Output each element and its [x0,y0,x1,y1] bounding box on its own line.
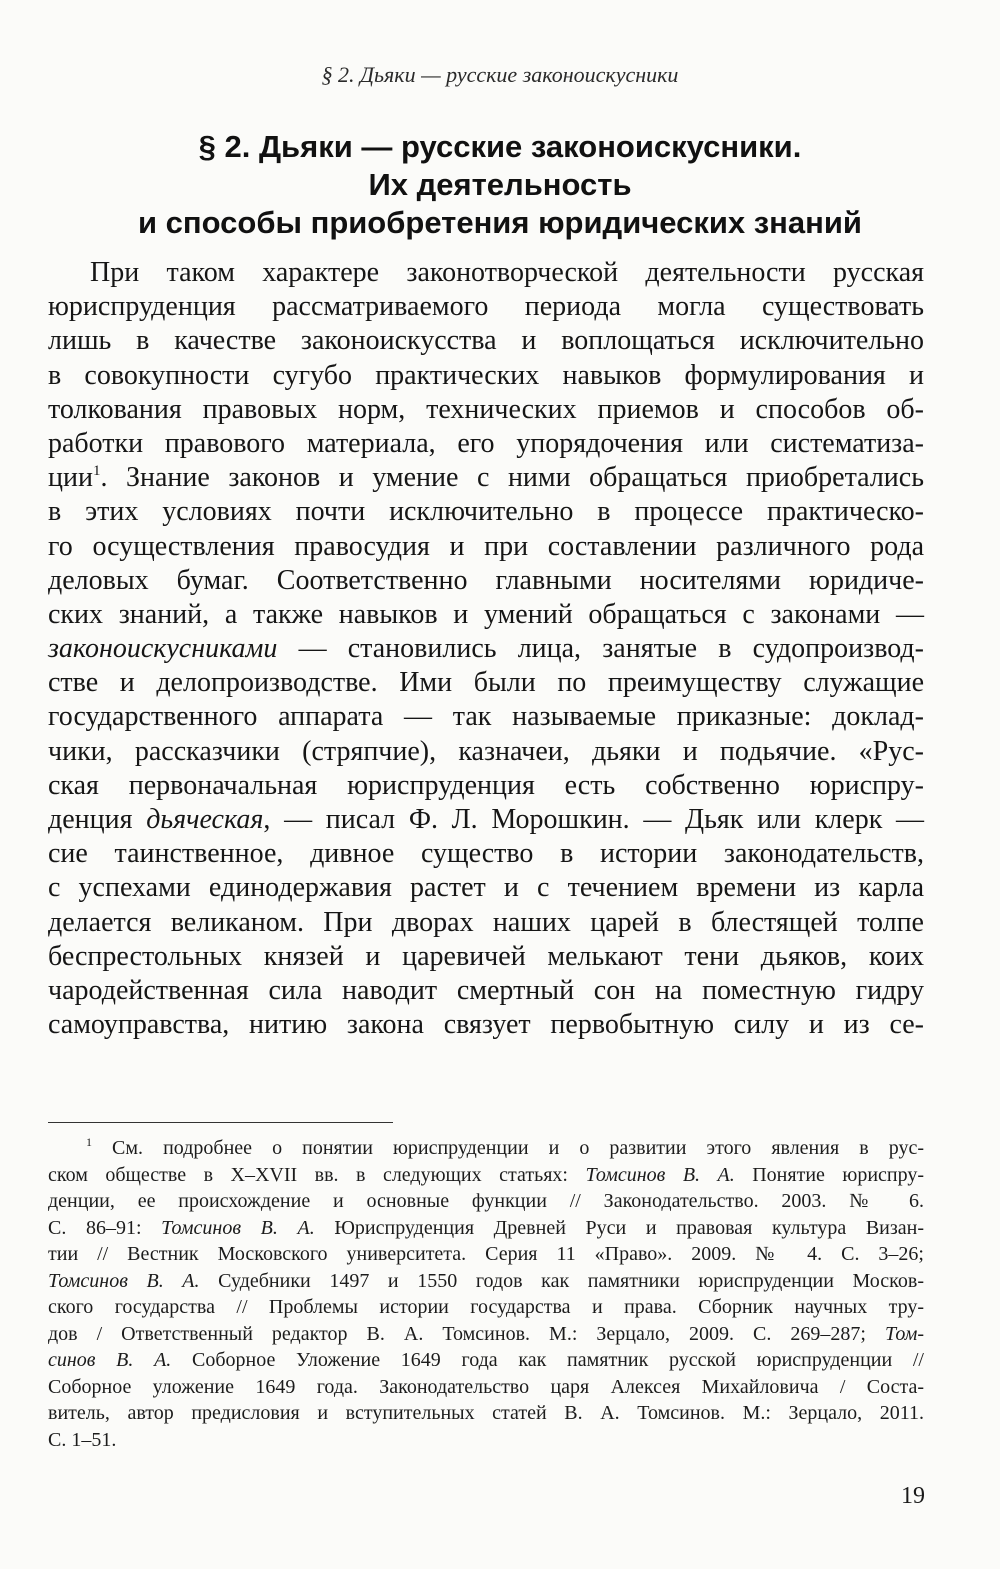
footnote-line: С. 1–51. [48,1428,117,1451]
text-fragment: денция [48,804,147,835]
text-line [48,632,924,666]
text-fragment: Понятие юриспру- [734,1163,925,1186]
text-line: стве и делопроизводстве. Ими были по преимуществу служащие [48,667,924,699]
text-fragment: дов / Ответственный редактор В. А. Томсинов. М.: Зерцало, 2009. С. 269–287; [48,1322,885,1345]
text-line: делается великаном. При дворах наших царей в блестящей толпе [48,906,924,938]
footnote [48,1135,924,1453]
text-line: чародейственная сила наводит смертный сон на поместную гидру [48,974,924,1006]
author-name: Том- [884,1322,924,1345]
emphasis-term: дьяческая [146,804,264,835]
section-heading [60,128,940,242]
text-line: сие таинственное, дивное существо в истории законодательств, [48,838,924,870]
footnote-line [48,1215,924,1242]
footnote-line [48,1162,924,1189]
footnote-line: тии // Вестник Московского университета. Серия 11 «Право». 2009. № 4. С. 3–26; [48,1243,924,1265]
text-line: При таком характере законотворческой деятельности русская [90,257,924,288]
section-heading-line: § 2. Дьяки — русские законоискусники. [198,129,802,164]
text-fragment: — становились лица, занятые в судопроизвод- [277,633,924,665]
text-line [48,803,924,837]
text-line: лишь в качестве законоискусства и воплощаться исключительно [48,325,924,357]
footnote-line: витель, автор предисловия и вступительных статей В. А. Томсинов. М.: Зерцало, 2011. [48,1402,924,1424]
text-line: беспрестольных князей и царевичей мелькают тени дьяков, коих [48,940,924,972]
footnote-line [48,1321,924,1348]
text-fragment: Юриспруденция Древней Руси и правовая культура Визан- [314,1216,925,1239]
text-line: государственного аппарата — так называемые приказные: доклад- [48,701,924,733]
page-number: 19 [901,1483,925,1509]
footnote-line: денции, ее происхождение и основные функции // Законодательство. 2003. № 6. [48,1190,924,1212]
section-heading-line: Их деятельность [368,167,632,202]
author-name: Томсинов В. А. [585,1163,735,1186]
text-line: ских знаний, а также навыков и умений обращаться с законами — [48,598,924,630]
text-line: работки правового материала, его упорядочения или систематиза- [48,427,924,459]
text-line: ская первоначальная юриспруденция есть собственно юриспру- [48,769,924,801]
text-line: толкования правовых норм, технических приемов и способов об- [48,393,924,425]
running-header: § 2. Дьяки — русские законоискусники [321,62,679,87]
footnote-line: ского государства // Проблемы истории государства и права. Сборник научных тру- [48,1296,924,1318]
author-name: синов В. А. [48,1349,172,1371]
text-line: в этих условиях почти исключительно в процессе практическо- [48,496,924,528]
text-line: деловых бумаг. Соответственно главными носителями юридиче- [48,564,924,596]
text-line: в совокупности сугубо практических навыков формулирования и [48,359,924,391]
text-fragment: Судебники 1497 и 1550 годов как памятники юриспруденции Москов- [199,1269,924,1292]
emphasis-term: законоискусниками [48,633,278,665]
text-line: самоуправства, нитию закона связует первобытную силу и из се- [48,1009,924,1041]
section-heading-line: и способы приобретения юридических знаний [138,205,862,240]
footnote-ref[interactable]: 1 [92,463,101,480]
text-fragment: См. подробнее о понятии юриспруденции и о развитии этого явления в рус- [92,1137,924,1159]
footnote-divider [48,1122,393,1123]
text-line [48,461,924,495]
text-fragment: . Знание законов и умение с ними обращаться приобретались [100,462,924,494]
footnote-line: Соборное уложение 1649 года. Законодательство царя Алексея Михайловича / Соста- [48,1375,924,1398]
text-line: чики, рассказчики (стряпчие), казначеи, дьяки и подьячие. «Рус- [48,735,924,767]
footnote-line [48,1135,924,1162]
text-fragment: Соборное Уложение 1649 года как памятник русской юриспруденции // [171,1349,924,1371]
author-name: Томсинов В. А. [161,1216,315,1239]
author-name: Томсинов В. А. [48,1269,200,1292]
footnote-line [48,1347,924,1374]
text-fragment: , — писал Ф. Л. Морошкин. — Дьяк или клерк — [263,804,924,835]
text-line: юриспруденция рассматриваемого периода могла существовать [48,291,924,323]
text-line: го осуществления правосудия и при составлении различного рода [48,530,924,562]
text-fragment: С. 86–91: [48,1216,162,1239]
text-fragment: ции [48,462,93,494]
footnote-line [48,1268,924,1295]
body-paragraph [48,256,924,1042]
text-fragment: ском обществе в X–XVII вв. в следующих статьях: [48,1163,586,1186]
footnote-marker: 1 [86,1135,92,1149]
text-line: с успехами единодержавия растет и с течением времени из карла [48,872,924,904]
